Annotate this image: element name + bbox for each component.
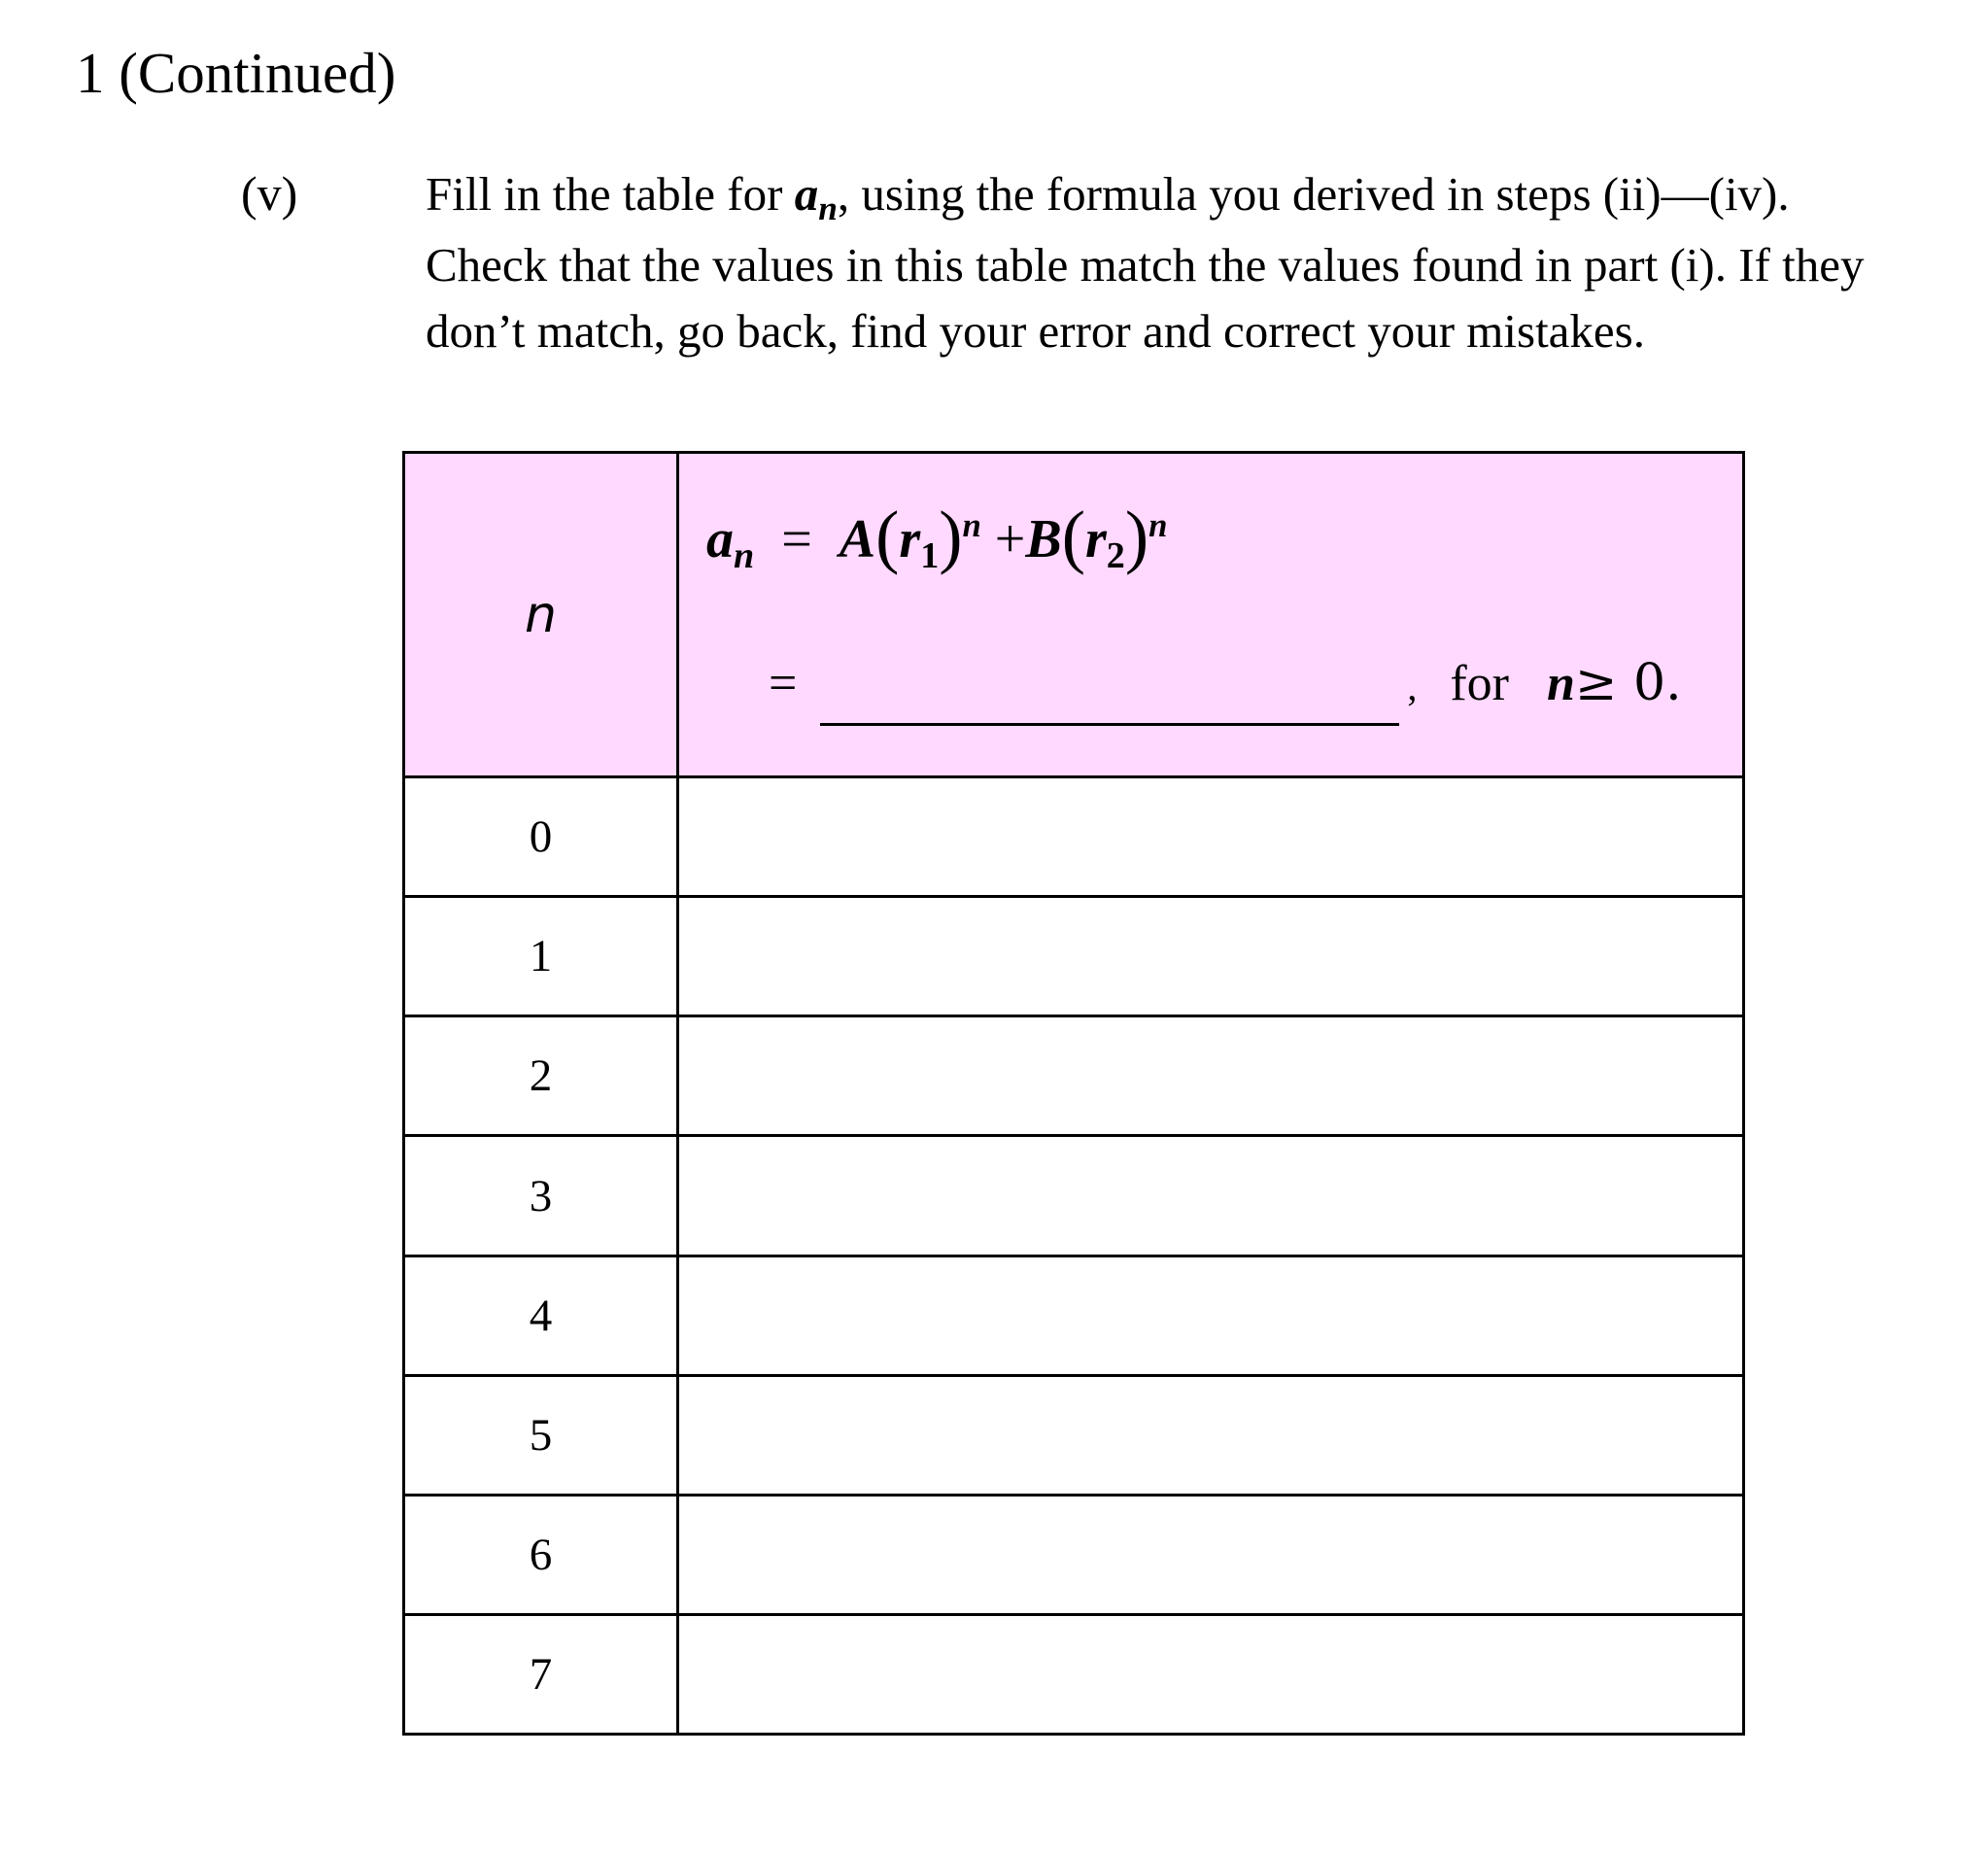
n-subscript: n: [818, 189, 838, 227]
instruction-line-1-start: Fill in the table for: [426, 167, 795, 221]
formula-lhs: [706, 509, 755, 577]
a-n-answer-cell[interactable]: [678, 1375, 1744, 1495]
n-value-cell: 5: [404, 1375, 678, 1495]
formula-plus: +: [994, 509, 1026, 569]
n-column-header: n: [404, 453, 678, 777]
answer-comma: ,: [1407, 665, 1418, 708]
r1-symbol: r: [899, 509, 921, 569]
a-n-answer-cell[interactable]: [678, 1614, 1744, 1734]
part-label: (v): [241, 166, 298, 221]
formula-r1: [899, 509, 940, 577]
n-value-cell: 3: [404, 1136, 678, 1256]
a-n-answer-cell[interactable]: [678, 777, 1744, 897]
instruction-line-1: [426, 161, 1980, 232]
r2-symbol: r: [1085, 509, 1107, 569]
close-paren-1: ): [939, 496, 963, 575]
table-row: [404, 1375, 1744, 1495]
n-value-cell: 6: [404, 1495, 678, 1614]
answer-equals: =: [769, 656, 798, 711]
a-n-answer-cell[interactable]: [678, 1016, 1744, 1136]
n-value-cell: 2: [404, 1016, 678, 1136]
n-value-cell: 4: [404, 1256, 678, 1375]
exponent-1: n: [962, 506, 981, 545]
condition-geq-zero: ≥ 0.: [1574, 654, 1682, 712]
general-formula: [706, 495, 1167, 585]
formula-answer-line: [769, 644, 1682, 726]
open-paren-2: (: [1061, 496, 1085, 575]
table-row: [404, 1136, 1744, 1256]
table-row: [404, 897, 1744, 1016]
formula-a: a: [706, 509, 734, 569]
n-value-cell: 0: [404, 777, 678, 897]
formula-column-header: [678, 453, 1744, 777]
a-n-answer-cell[interactable]: [678, 1136, 1744, 1256]
a-n-answer-cell[interactable]: [678, 1256, 1744, 1375]
condition-n: n: [1546, 656, 1575, 711]
formula-r2: [1085, 509, 1125, 577]
open-paren-1: (: [875, 496, 900, 575]
table-row: [404, 1495, 1744, 1614]
close-paren-2: ): [1124, 496, 1149, 575]
table-row: [404, 1016, 1744, 1136]
formula-A: A: [839, 509, 876, 569]
instruction-line-3: don’t match, go back, find your error and correct your mistakes.: [426, 304, 1646, 358]
formula-equals: =: [781, 509, 812, 569]
formula-B: B: [1025, 509, 1062, 569]
a-symbol: a: [794, 167, 819, 221]
table-row: [404, 777, 1744, 897]
values-table: [402, 451, 1745, 1736]
instructions: [426, 161, 1980, 364]
a-n-answer-cell[interactable]: [678, 897, 1744, 1016]
for-label: for: [1450, 656, 1509, 711]
n-value-cell: 1: [404, 897, 678, 1016]
r1-subscript: 1: [920, 535, 940, 577]
a-n-answer-cell[interactable]: [678, 1495, 1744, 1614]
answer-blank[interactable]: [820, 665, 1399, 726]
instruction-line-1-end: , using the formula you derived in steps (ii)—(iv).: [837, 167, 1790, 221]
n-value-cell: 7: [404, 1614, 678, 1734]
a-n-symbol: [794, 167, 838, 227]
question-heading: 1 (Continued): [76, 41, 396, 105]
exponent-2: n: [1148, 506, 1168, 545]
table-header-row: [404, 453, 1744, 777]
r2-subscript: 2: [1106, 535, 1125, 577]
instruction-line-2: Check that the values in this table match the values found in part (i). If they: [426, 238, 1865, 292]
table-row: [404, 1256, 1744, 1375]
formula-lhs-subscript: n: [734, 535, 755, 577]
table-row: [404, 1614, 1744, 1734]
